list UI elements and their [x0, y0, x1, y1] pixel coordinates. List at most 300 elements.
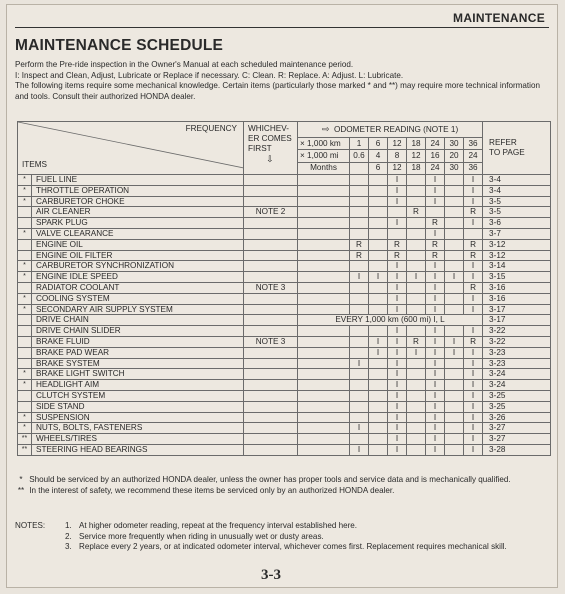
interval-cell [407, 444, 426, 455]
arrow-right-icon: ⇨ [321, 123, 330, 134]
interval-cell: I [464, 218, 483, 229]
months-24: 24 [426, 162, 445, 174]
note-text: Service more frequently when riding in unusually wet or dusty areas. [79, 531, 324, 541]
km-30: 30 [445, 137, 464, 149]
interval-cell: I [464, 423, 483, 434]
item-note [244, 175, 298, 186]
interval-cell: R [464, 336, 483, 347]
service-mark [18, 326, 32, 337]
interval-cell [445, 293, 464, 304]
interval-cell: I [426, 326, 445, 337]
interval-cell [407, 401, 426, 412]
interval-cell [407, 390, 426, 401]
km-6: 6 [369, 137, 388, 149]
interval-cell [350, 207, 369, 218]
refer-page: 3-12 [483, 250, 551, 261]
interval-cell [298, 369, 350, 380]
interval-cell: I [464, 401, 483, 412]
interval-cell [298, 347, 350, 358]
service-mark: ** [18, 434, 32, 445]
interval-cell [350, 261, 369, 272]
item-note [244, 218, 298, 229]
item-name: DRIVE CHAIN SLIDER [32, 326, 244, 337]
note-text: Replace every 2 years, or at indicated odometer interval, whichever comes first. Replacement requires mechanical skill. [79, 542, 507, 551]
interval-cell [369, 218, 388, 229]
item-note [244, 185, 298, 196]
item-note [244, 347, 298, 358]
service-mark: * [18, 261, 32, 272]
item-name: ENGINE OIL [32, 239, 244, 250]
interval-cell [464, 228, 483, 239]
table-row [18, 175, 551, 186]
interval-cell [369, 423, 388, 434]
refer-page: 3-25 [483, 390, 551, 401]
interval-cell [369, 380, 388, 391]
footnotes [15, 475, 553, 496]
refer-page: 3-28 [483, 444, 551, 455]
item-note [244, 293, 298, 304]
service-mark: * [18, 412, 32, 423]
table-row [18, 444, 551, 455]
interval-cell [350, 412, 369, 423]
table-row [18, 228, 551, 239]
refer-page: 3-5 [483, 207, 551, 218]
interval-cell [298, 272, 350, 283]
interval-cell: I [464, 369, 483, 380]
interval-cell [407, 282, 426, 293]
interval-cell [407, 250, 426, 261]
interval-cell [350, 434, 369, 445]
interval-cell: R [426, 218, 445, 229]
item-note [244, 261, 298, 272]
interval-cell [369, 293, 388, 304]
interval-cell [350, 380, 369, 391]
interval-cell: I [350, 272, 369, 283]
table-row [18, 239, 551, 250]
interval-cell [407, 293, 426, 304]
interval-cell: I [350, 358, 369, 369]
interval-cell: I [426, 272, 445, 283]
interval-cell: R [426, 239, 445, 250]
interval-cell [350, 218, 369, 229]
interval-cell: I [426, 369, 445, 380]
interval-cell [298, 207, 350, 218]
refer-page: 3-5 [483, 196, 551, 207]
refer-page: 3-16 [483, 293, 551, 304]
interval-cell: I [464, 304, 483, 315]
interval-cell [298, 380, 350, 391]
refer-page: 3-12 [483, 239, 551, 250]
interval-cell: I [388, 175, 407, 186]
item-note [244, 315, 298, 326]
interval-cell [445, 282, 464, 293]
interval-cell: R [426, 250, 445, 261]
item-note [244, 434, 298, 445]
interval-cell [407, 369, 426, 380]
refer-page: 3-26 [483, 412, 551, 423]
refer-page: 3-15 [483, 272, 551, 283]
refer-page: 3-17 [483, 315, 551, 326]
interval-cell [445, 326, 464, 337]
interval-cell [445, 444, 464, 455]
item-note [244, 196, 298, 207]
service-mark [18, 250, 32, 261]
interval-cell [298, 358, 350, 369]
interval-cell [350, 336, 369, 347]
item-name: SPARK PLUG [32, 218, 244, 229]
item-note [244, 250, 298, 261]
service-mark [18, 358, 32, 369]
interval-cell [407, 412, 426, 423]
interval-cell: I [388, 218, 407, 229]
table-row [18, 423, 551, 434]
interval-cell: I [388, 358, 407, 369]
table-row [18, 218, 551, 229]
interval-cell: I [426, 185, 445, 196]
interval-cell: I [445, 272, 464, 283]
interval-cell: R [388, 250, 407, 261]
refer-page: 3-24 [483, 369, 551, 380]
interval-cell [407, 423, 426, 434]
page-title: MAINTENANCE SCHEDULE [15, 37, 224, 54]
interval-cell: I [388, 326, 407, 337]
item-name: VALVE CLEARANCE [32, 228, 244, 239]
item-name: SUSPENSION [32, 412, 244, 423]
whichever-header [244, 122, 298, 175]
mi-4: 4 [369, 150, 388, 162]
frequency-label: FREQUENCY [185, 124, 237, 133]
table-row [18, 390, 551, 401]
interval-cell [445, 390, 464, 401]
intro-line-3: The following items require some mechanical knowledge. Certain items (particularly those marked * and **) may require more technical information and tools. Consult their authorized HONDA dealer. [15, 81, 540, 101]
service-mark: * [18, 380, 32, 391]
notes-list [65, 521, 553, 553]
table-row [18, 272, 551, 283]
interval-cell: R [388, 239, 407, 250]
interval-cell [350, 401, 369, 412]
interval-cell: I [388, 412, 407, 423]
interval-cell [369, 196, 388, 207]
interval-cell: I [464, 293, 483, 304]
refer-page: 3-24 [483, 380, 551, 391]
item-note: NOTE 3 [244, 336, 298, 347]
refer-page: 3-14 [483, 261, 551, 272]
item-note [244, 412, 298, 423]
interval-cell: I [426, 336, 445, 347]
interval-cell: I [464, 326, 483, 337]
months-36: 36 [464, 162, 483, 174]
months-blank [350, 162, 369, 174]
interval-cell: I [426, 196, 445, 207]
interval-cell [350, 369, 369, 380]
interval-cell: I [464, 196, 483, 207]
interval-cell [298, 185, 350, 196]
note-number: 1. [65, 521, 72, 530]
interval-cell: I [369, 347, 388, 358]
interval-cell [445, 250, 464, 261]
interval-cell [298, 390, 350, 401]
items-label: ITEMS [22, 160, 48, 170]
interval-cell [298, 196, 350, 207]
interval-cell: I [426, 175, 445, 186]
item-note [244, 228, 298, 239]
interval-cell [369, 401, 388, 412]
odometer-label: ODOMETER READING (NOTE 1) [333, 124, 459, 134]
interval-cell [298, 261, 350, 272]
item-name: AIR CLEANER [32, 207, 244, 218]
footnote-single-star [15, 475, 553, 486]
interval-cell [298, 304, 350, 315]
table-row [18, 261, 551, 272]
km-24: 24 [426, 137, 445, 149]
item-note: NOTE 2 [244, 207, 298, 218]
interval-cell: I [426, 380, 445, 391]
interval-cell [445, 380, 464, 391]
interval-cell [369, 358, 388, 369]
km-36: 36 [464, 137, 483, 149]
interval-cell: R [464, 250, 483, 261]
interval-cell [445, 401, 464, 412]
interval-cell [350, 390, 369, 401]
interval-cell: I [464, 380, 483, 391]
interval-cell [407, 185, 426, 196]
interval-cell: I [426, 282, 445, 293]
table-row [18, 250, 551, 261]
interval-cell: I [426, 261, 445, 272]
interval-cell [298, 293, 350, 304]
interval-cell: I [388, 423, 407, 434]
interval-cell: I [426, 347, 445, 358]
item-name: BRAKE PAD WEAR [32, 347, 244, 358]
interval-cell [445, 207, 464, 218]
interval-cell [369, 228, 388, 239]
months-18: 18 [407, 162, 426, 174]
footnote-text: Should be serviced by an authorized HONDA dealer, unless the owner has proper tools and service data and is mechanically qualified. [29, 475, 511, 484]
interval-cell [298, 282, 350, 293]
service-mark [18, 390, 32, 401]
refer-page: 3-25 [483, 401, 551, 412]
item-note [244, 401, 298, 412]
interval-cell [445, 434, 464, 445]
odometer-header [298, 122, 483, 138]
table-row [18, 380, 551, 391]
footnote-mark: * [19, 475, 23, 484]
interval-cell: I [388, 347, 407, 358]
interval-cell: I [407, 272, 426, 283]
item-name: SECONDARY AIR SUPPLY SYSTEM [32, 304, 244, 315]
interval-cell [350, 304, 369, 315]
interval-cell: I [350, 444, 369, 455]
interval-cell [369, 444, 388, 455]
intro-line-1: Perform the Pre-ride inspection in the Owner's Manual at each scheduled maintenance period. [15, 60, 354, 69]
interval-cell [445, 218, 464, 229]
interval-cell: I [426, 228, 445, 239]
service-mark [18, 336, 32, 347]
interval-cell [445, 369, 464, 380]
item-name: CARBURETOR SYNCHRONIZATION [32, 261, 244, 272]
interval-cell [350, 326, 369, 337]
interval-cell [445, 358, 464, 369]
item-name: BRAKE LIGHT SWITCH [32, 369, 244, 380]
interval-cell [298, 218, 350, 229]
interval-cell [407, 196, 426, 207]
interval-cell: I [388, 444, 407, 455]
interval-cell [369, 207, 388, 218]
interval-cell [407, 175, 426, 186]
interval-cell: R [407, 336, 426, 347]
table-row [18, 304, 551, 315]
table-row [18, 282, 551, 293]
item-name: NUTS, BOLTS, FASTENERS [32, 423, 244, 434]
item-name: BRAKE FLUID [32, 336, 244, 347]
interval-cell: I [388, 261, 407, 272]
interval-cell: I [388, 304, 407, 315]
page-number: 3-3 [261, 567, 281, 583]
interval-cell [407, 358, 426, 369]
interval-cell: I [426, 401, 445, 412]
months-label: Months [298, 162, 350, 174]
interval-cell: I [426, 423, 445, 434]
mi-24: 24 [464, 150, 483, 162]
item-name: WHEELS/TIRES [32, 434, 244, 445]
interval-cell [369, 412, 388, 423]
interval-cell [350, 175, 369, 186]
refer-page: 3-23 [483, 347, 551, 358]
interval-cell [369, 434, 388, 445]
maintenance-schedule-table [17, 121, 551, 456]
interval-cell: I [388, 282, 407, 293]
footnote-mark: ** [17, 485, 25, 495]
interval-cell [369, 261, 388, 272]
interval-cell [350, 185, 369, 196]
interval-cell: I [388, 185, 407, 196]
service-mark: * [18, 423, 32, 434]
item-name: COOLING SYSTEM [32, 293, 244, 304]
table-row [18, 185, 551, 196]
interval-cell [369, 390, 388, 401]
interval-cell [350, 347, 369, 358]
interval-cell [445, 261, 464, 272]
service-mark [18, 315, 32, 326]
header-row-1 [18, 122, 551, 138]
interval-cell [407, 304, 426, 315]
interval-cell: I [426, 444, 445, 455]
interval-cell: I [388, 196, 407, 207]
service-mark: * [18, 304, 32, 315]
item-name: BRAKE SYSTEM [32, 358, 244, 369]
table-row [18, 434, 551, 445]
footnote-double-star [15, 486, 553, 497]
service-mark: * [18, 185, 32, 196]
item-name: ENGINE OIL FILTER [32, 250, 244, 261]
interval-cell: I [464, 272, 483, 283]
interval-cell [445, 228, 464, 239]
interval-cell [407, 239, 426, 250]
interval-cell: I [388, 272, 407, 283]
interval-cell: I [350, 423, 369, 434]
interval-cell [426, 207, 445, 218]
km-label: × 1,000 km [298, 137, 350, 149]
mi-20: 20 [445, 150, 464, 162]
interval-cell [369, 282, 388, 293]
refer-page: 3-6 [483, 218, 551, 229]
table-row [18, 347, 551, 358]
interval-cell [298, 423, 350, 434]
table-row [18, 196, 551, 207]
interval-cell: I [426, 434, 445, 445]
note-1 [65, 521, 553, 532]
notes-label: NOTES: [15, 521, 46, 530]
service-mark: * [18, 175, 32, 186]
refer-page: 3-4 [483, 175, 551, 186]
item-name: CLUTCH SYSTEM [32, 390, 244, 401]
interval-cell: I [445, 347, 464, 358]
table-row [18, 369, 551, 380]
interval-cell: I [388, 293, 407, 304]
frequency-items-header [18, 122, 244, 175]
interval-cell: I [426, 304, 445, 315]
refer-page: 3-7 [483, 228, 551, 239]
interval-cell: I [369, 272, 388, 283]
refer-page: 3-27 [483, 434, 551, 445]
item-note [244, 380, 298, 391]
interval-cell [298, 336, 350, 347]
interval-cell [407, 326, 426, 337]
interval-cell: I [464, 444, 483, 455]
interval-cell: I [369, 336, 388, 347]
interval-cell [445, 304, 464, 315]
mi-8: 8 [388, 150, 407, 162]
item-name: RADIATOR COOLANT [32, 282, 244, 293]
refer-header [483, 122, 551, 175]
interval-cell [369, 250, 388, 261]
interval-cell: I [407, 347, 426, 358]
interval-cell: R [464, 282, 483, 293]
item-name: ENGINE IDLE SPEED [32, 272, 244, 283]
interval-cell [407, 261, 426, 272]
service-mark: * [18, 272, 32, 283]
item-note [244, 423, 298, 434]
interval-cell [388, 228, 407, 239]
months-6: 6 [369, 162, 388, 174]
item-note [244, 369, 298, 380]
item-name: THROTTLE OPERATION [32, 185, 244, 196]
item-note [244, 444, 298, 455]
interval-cell [298, 401, 350, 412]
interval-cell [407, 228, 426, 239]
interval-cell [369, 304, 388, 315]
interval-cell: I [388, 401, 407, 412]
item-note [244, 326, 298, 337]
interval-cell [369, 175, 388, 186]
item-name: STEERING HEAD BEARINGS [32, 444, 244, 455]
interval-cell: I [388, 390, 407, 401]
intro-text [15, 60, 555, 102]
interval-cell [407, 380, 426, 391]
interval-cell [445, 412, 464, 423]
interval-span: EVERY 1,000 km (600 mi) I, L [298, 315, 483, 326]
months-30: 30 [445, 162, 464, 174]
item-note: NOTE 3 [244, 282, 298, 293]
interval-cell: I [388, 336, 407, 347]
interval-cell [445, 196, 464, 207]
interval-cell: I [464, 175, 483, 186]
interval-cell [298, 228, 350, 239]
service-mark [18, 218, 32, 229]
interval-cell [369, 369, 388, 380]
interval-cell: I [445, 336, 464, 347]
mi-0-6: 0.6 [350, 150, 369, 162]
